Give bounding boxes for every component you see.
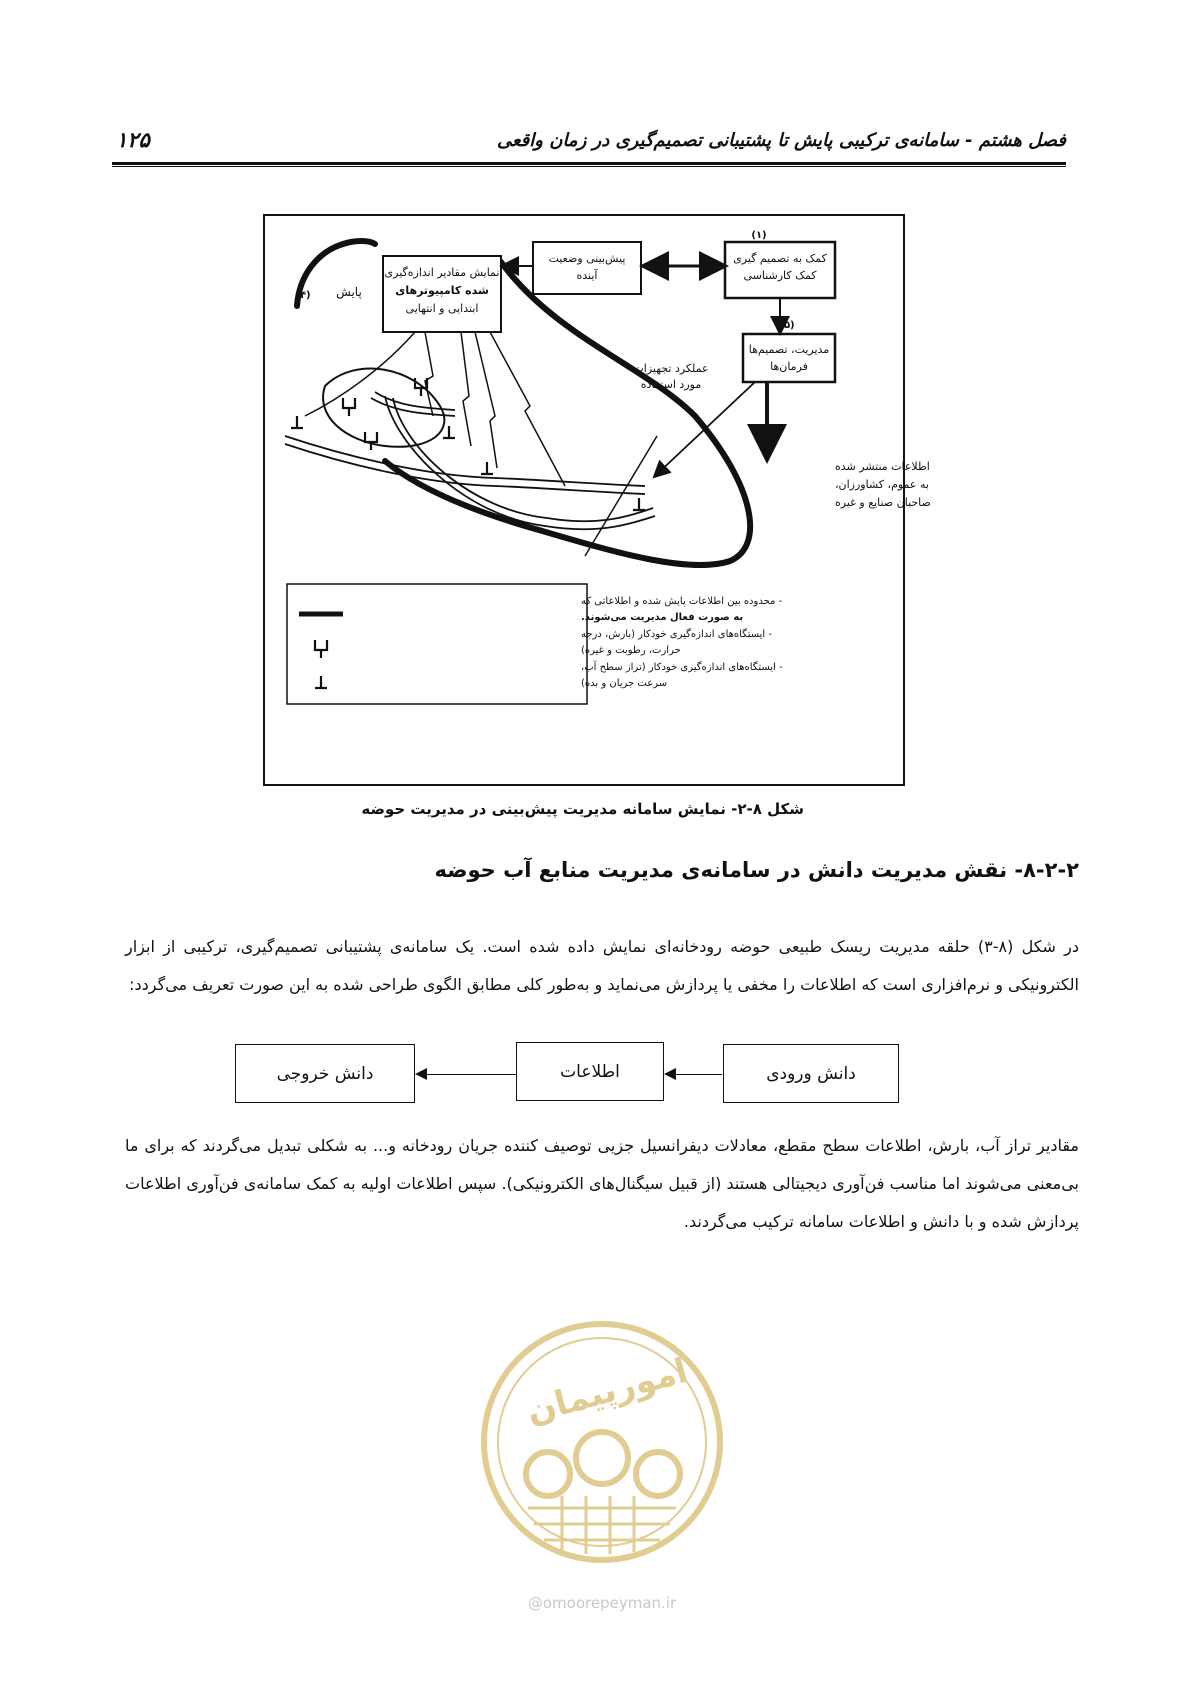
flow-box-input: دانش ورودی [723,1044,899,1103]
legend-line2-b: حرارت، رطوبت و غیره) [581,645,681,656]
label-marker-1: (۱) [751,230,767,241]
station-weather-1 [343,398,355,416]
river-3 [385,396,655,529]
flow-arrow-1-line [676,1074,722,1075]
running-title: فصل هشتم - سامانه‌ی ترکیبی پایش تا پشتیبانی تصمیم‌گیری در زمان واقعی [496,130,1066,151]
label-monitoring: پایش [336,285,362,299]
watermark-logo [478,1318,726,1618]
station-level-3 [481,462,493,474]
label-marker-5: (۵) [779,320,795,331]
box-display-line3: ابتدایی و انتهایی [405,302,479,315]
page-number: ۱۲۵ [116,128,150,152]
watermark-gears [526,1432,680,1496]
label-published-1: اطلاعات منتشر شده [835,460,930,473]
label-published-3: صاحبان صنایع و غیره [835,496,931,509]
basin-management-diagram [265,216,931,784]
flow-arrow-2-head [415,1068,427,1080]
legend-line3-a: - ایستگاه‌های اندازه‌گیری خودکار (تراز سطح آب، [581,662,783,673]
box-management-line1: مدیریت، تصمیم‌ها [748,343,830,356]
label-published-2: به عموم، کشاورزان، [835,478,929,491]
section-heading: ۸-۲-۲- نقش مدیریت دانش در سامانه‌ی مدیریت منابع آب حوضه [434,858,1079,882]
telemetry-2 [461,332,471,446]
legend-line1-a: - محدوده بین اطلاعات پایش شده و اطلاعاتی که [581,596,783,607]
flow-arrow-2-line [426,1074,516,1075]
box-display-line1: نمایش مقادیر اندازه‌گیری [384,266,500,279]
legend-line2-a: - ایستگاه‌های اندازه‌گیری خودکار (بارش، درجه [581,629,772,640]
legend-box [287,584,587,704]
label-equipment-1: عملکرد تجهیزات [633,362,709,375]
station-level-1 [291,416,303,428]
figure-frame [263,214,931,786]
river-4 [393,398,653,521]
paragraph-2: مقادیر تراز آب، بارش، اطلاعات سطح مقطع، معادلات دیفرانسیل جزیی توصیف کننده جریان رودخانه و... به شکلی تبدیل می‌گردند که برای ما بی‌معنی می‌شوند اما مناسب فن‌آوری دیجیتالی هستند (از قبیل سیگنال‌های الکترونیکی). سپس اطلاعات اولیه به کمک سامانه‌ی فن‌آوری اطلاعات پردازش شده و با دانش و اطلاعات سامانه ترکیب می‌گردند. [125,1136,1079,1231]
watermark-seal [478,1318,726,1618]
box-management [743,334,835,382]
telemetry-3 [475,332,497,468]
box-decision-line1: کمک به تصمیم گیری [733,252,827,265]
box-forecast [533,242,641,294]
flow-arrow-1-head [664,1068,676,1080]
paragraph-1: در شکل (۸-۳) حلقه مدیریت ریسک طبیعی حوضه رودخانه‌ای نمایش داده شده است. یک سامانه‌ی پشتیبانی تصمیم‌گیری، ترکیبی از ابزار الکترونیکی و نرم‌افزاری است که اطلاعات را مخفی یا پردازش می‌نماید و به‌طور کلی مطابق الگوی طراحی شده به این صورت تعریف می‌گردد: [125,937,1080,994]
station-weather-2 [365,432,377,450]
box-forecast-line2: آینده [576,269,598,282]
station-level-2 [443,426,455,438]
figure-caption: شکل ۸-۲- نمایش سامانه مدیریت پیش‌بینی در مدیریت حوضه [361,800,804,818]
box-decision-line2: کمک کارشناسی [743,269,817,282]
label-equipment-2: مورد استفاده [640,378,702,391]
station-level-4 [633,498,645,510]
flow-box-output: دانش خروجی [235,1044,415,1103]
page-header [112,122,1066,156]
telemetry-1 [425,332,433,416]
box-management-line2: فرمان‌ها [770,360,808,373]
header-rule [112,162,1066,167]
box-display-line2: شده کامپیوترهای [395,284,489,297]
legend-line3-b: سرعت جریان و بده) [581,678,668,689]
flow-box-information: اطلاعات [516,1042,664,1101]
legend-line1-b: به صورت فعال مدیریت می‌شوند. [581,612,744,623]
river-crossing [585,436,657,556]
watermark-url: @omoorepeyman.ir [527,1594,677,1612]
telemetry-4 [490,332,565,486]
box-forecast-line1: پیش‌بینی وضعیت [548,252,626,265]
watermark-arc-text: امورپیمان [522,1350,692,1433]
label-marker-4: (۴) [295,290,311,301]
